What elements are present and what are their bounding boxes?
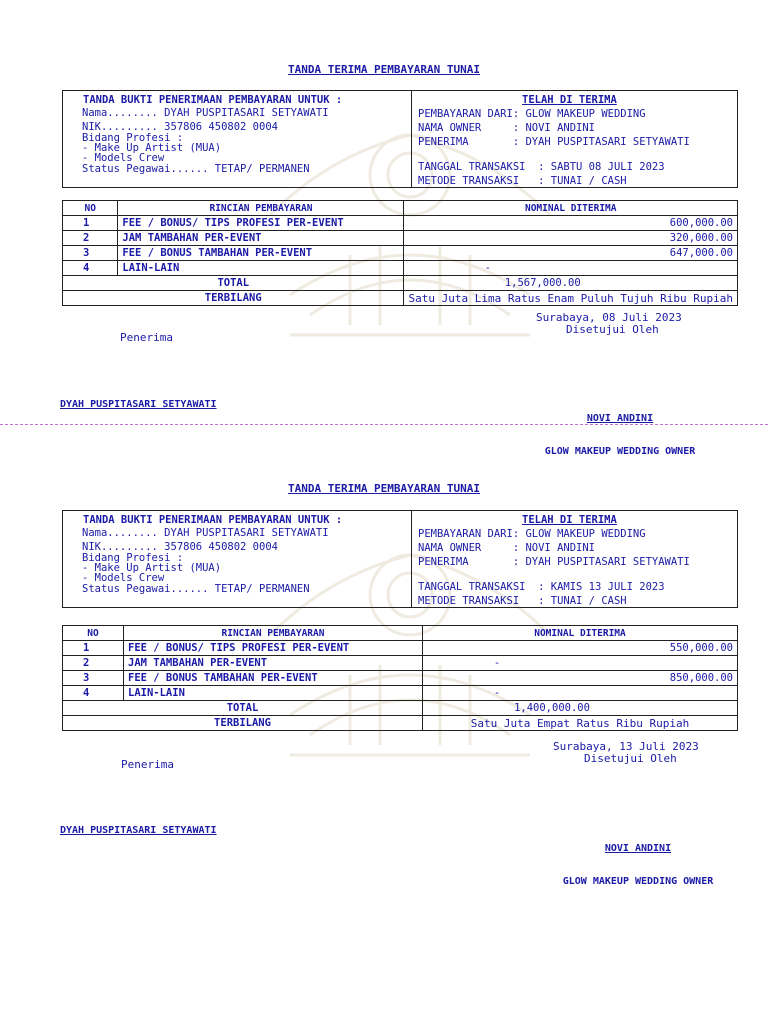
- receipt-1: [0, 0, 768, 457]
- row-val: -: [404, 261, 738, 276]
- terbilang-row: [63, 716, 738, 731]
- table-row: [63, 261, 738, 276]
- row-no: 1: [63, 641, 124, 656]
- row-desc: FEE / BONUS/ TIPS PROFESI PER-EVENT: [118, 216, 404, 231]
- nama-line: Nama........ DYAH PUSPITASARI SETYAWATI: [82, 527, 329, 539]
- row-val: 850,000.00: [423, 671, 738, 686]
- row-desc: JAM TAMBAHAN PER-EVENT: [124, 656, 423, 671]
- row-desc: FEE / BONUS TAMBAHAN PER-EVENT: [124, 671, 423, 686]
- col-no: NO: [63, 626, 124, 641]
- total-label: TOTAL: [63, 701, 423, 716]
- right-heading: TELAH DI TERIMA: [522, 94, 617, 106]
- row-no: 2: [63, 231, 118, 246]
- col-rincian: RINCIAN PEMBAYARAN: [124, 626, 423, 641]
- terbilang-label: TERBILANG: [63, 716, 423, 731]
- total-row: [63, 701, 738, 716]
- row-val: 600,000.00: [404, 216, 738, 231]
- terbilang-label: TERBILANG: [63, 291, 404, 306]
- table-row: [63, 671, 738, 686]
- profesi-1: - Make Up Artist (MUA): [82, 562, 222, 574]
- col-rincian: RINCIAN PEMBAYARAN: [118, 201, 404, 216]
- row-desc: FEE / BONUS/ TIPS PROFESI PER-EVENT: [124, 641, 423, 656]
- nik-line: NIK......... 357806 450802 0004: [82, 541, 278, 553]
- receipt-2: [0, 420, 768, 887]
- table-header: [63, 626, 738, 641]
- row-desc: JAM TAMBAHAN PER-EVENT: [118, 231, 404, 246]
- payment-table: [62, 625, 738, 731]
- metode-transaksi: METODE TRANSAKSI : TUNAI / CASH: [418, 175, 627, 187]
- terbilang-text: Satu Juta Lima Ratus Enam Puluh Tujuh Ribu Rupiah: [404, 291, 738, 306]
- table-header: [63, 201, 738, 216]
- total-value: 1,567,000.00: [404, 276, 738, 291]
- col-no: NO: [63, 201, 118, 216]
- row-no: 3: [63, 246, 118, 261]
- receipt-title: TANDA TERIMA PEMBAYARAN TUNAI: [287, 482, 481, 495]
- receiver-signature: DYAH PUSPITASARI SETYAWATI: [60, 825, 217, 836]
- left-heading: TANDA BUKTI PENERIMAAN PEMBAYARAN UNTUK :: [83, 514, 343, 526]
- row-no: 2: [63, 656, 124, 671]
- profesi-2: - Models Crew: [82, 152, 165, 164]
- total-value: 1,400,000.00: [423, 701, 738, 716]
- place-date: Surabaya, 08 Juli 2023: [536, 311, 682, 324]
- bidang-line: Bidang Profesi :: [82, 132, 184, 144]
- col-nominal: NOMINAL DITERIMA: [423, 626, 738, 641]
- status-line: Status Pegawai...... TETAP/ PERMANEN: [82, 163, 310, 175]
- info-divider: [411, 91, 412, 187]
- table-row: [63, 216, 738, 231]
- total-row: [63, 276, 738, 291]
- row-val: -: [423, 686, 738, 701]
- row-desc: FEE / BONUS TAMBAHAN PER-EVENT: [118, 246, 404, 261]
- status-line: Status Pegawai...... TETAP/ PERMANEN: [82, 583, 310, 595]
- nama-line: Nama........ DYAH PUSPITASARI SETYAWATI: [82, 107, 329, 119]
- approved-label: Disetujui Oleh: [584, 752, 677, 765]
- owner-name: NOVI ANDINI: [586, 413, 654, 424]
- nik-line: NIK......... 357806 450802 0004: [82, 121, 278, 133]
- info-box: [62, 510, 738, 608]
- penerima-line: PENERIMA : DYAH PUSPITASARI SETYAWATI: [418, 556, 690, 568]
- tanggal-transaksi: TANGGAL TRANSAKSI : KAMIS 13 JULI 2023: [418, 581, 665, 593]
- pembayaran-dari: PEMBAYARAN DARI: GLOW MAKEUP WEDDING: [418, 108, 646, 120]
- owner-title: GLOW MAKEUP WEDDING OWNER: [544, 446, 696, 457]
- receipt-title: TANDA TERIMA PEMBAYARAN TUNAI: [287, 63, 481, 76]
- terbilang-row: [63, 291, 738, 306]
- row-val: 320,000.00: [404, 231, 738, 246]
- payment-table: [62, 200, 738, 306]
- profesi-1: - Make Up Artist (MUA): [82, 142, 222, 154]
- row-no: 4: [63, 686, 124, 701]
- profesi-2: - Models Crew: [82, 572, 165, 584]
- table-row: [63, 246, 738, 261]
- penerima-line: PENERIMA : DYAH PUSPITASARI SETYAWATI: [418, 136, 690, 148]
- pembayaran-dari: PEMBAYARAN DARI: GLOW MAKEUP WEDDING: [418, 528, 646, 540]
- info-box: [62, 90, 738, 188]
- total-label: TOTAL: [63, 276, 404, 291]
- row-no: 3: [63, 671, 124, 686]
- place-date: Surabaya, 13 Juli 2023: [553, 740, 699, 753]
- owner-title: GLOW MAKEUP WEDDING OWNER: [562, 876, 714, 887]
- table-row: [63, 231, 738, 246]
- nama-owner: NAMA OWNER : NOVI ANDINI: [418, 542, 596, 554]
- owner-name: NOVI ANDINI: [604, 843, 672, 854]
- receiver-signature: DYAH PUSPITASARI SETYAWATI: [60, 399, 217, 410]
- row-no: 4: [63, 261, 118, 276]
- right-heading: TELAH DI TERIMA: [522, 514, 617, 526]
- approved-label: Disetujui Oleh: [566, 323, 659, 336]
- left-heading: TANDA BUKTI PENERIMAAN PEMBAYARAN UNTUK :: [83, 94, 343, 106]
- bidang-line: Bidang Profesi :: [82, 552, 184, 564]
- nama-owner: NAMA OWNER : NOVI ANDINI: [418, 122, 596, 134]
- row-val: 647,000.00: [404, 246, 738, 261]
- metode-transaksi: METODE TRANSAKSI : TUNAI / CASH: [418, 595, 627, 607]
- row-val: -: [423, 656, 738, 671]
- table-row: [63, 656, 738, 671]
- tanggal-transaksi: TANGGAL TRANSAKSI : SABTU 08 JULI 2023: [418, 161, 665, 173]
- info-divider: [411, 511, 412, 607]
- table-row: [63, 641, 738, 656]
- row-desc: LAIN-LAIN: [118, 261, 404, 276]
- table-row: [63, 686, 738, 701]
- terbilang-text: Satu Juta Empat Ratus Ribu Rupiah: [423, 716, 738, 731]
- row-val: 550,000.00: [423, 641, 738, 656]
- row-no: 1: [63, 216, 118, 231]
- col-nominal: NOMINAL DITERIMA: [404, 201, 738, 216]
- receiver-label: Penerima: [120, 331, 173, 344]
- row-desc: LAIN-LAIN: [124, 686, 423, 701]
- receiver-label: Penerima: [121, 758, 174, 771]
- owner-signature: [538, 821, 738, 909]
